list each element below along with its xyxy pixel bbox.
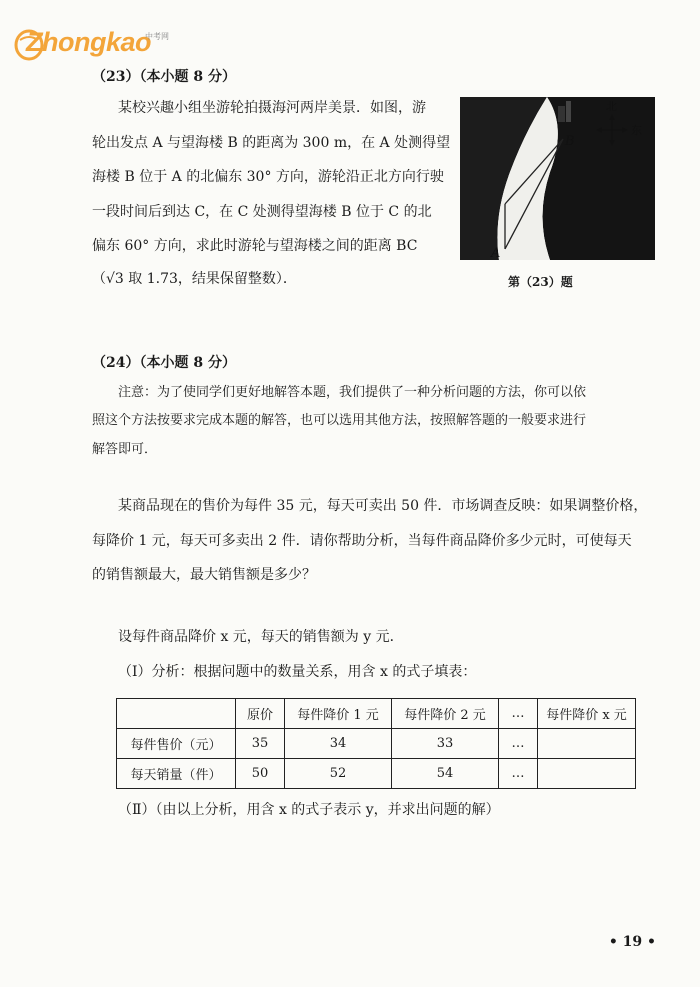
table-cell: 34 xyxy=(285,729,392,759)
svg-text:B: B xyxy=(565,134,575,149)
table-header-cell: 每件降价 x 元 xyxy=(538,699,636,729)
q23-line: 轮出发点 A 与望海楼 B 的距离为 300 m，在 A 处测得望 xyxy=(92,135,451,151)
table-answer-cell[interactable] xyxy=(538,759,636,789)
q23-line: 海楼 B 位于 A 的北偏东 30° 方向，游轮沿正北方向行驶 xyxy=(92,169,444,185)
q23-line: （√3 取 1.73，结果保留整数）． xyxy=(92,271,297,287)
table-row xyxy=(117,759,636,789)
table-cell: 52 xyxy=(285,759,392,789)
q24-part2: （Ⅱ）（由以上分析，用含 x 的式子表示 y，并求出问题的解） xyxy=(118,802,500,818)
site-logo-sub: 中考网 xyxy=(145,32,169,41)
svg-text:东: 东 xyxy=(631,124,642,137)
table-cell: … xyxy=(499,759,538,789)
table-answer-cell[interactable] xyxy=(538,729,636,759)
q24-note-line: 照这个方法按要求完成本题的解答，也可以选用其他方法，按照解答题的一般要求进行 xyxy=(92,413,587,428)
q23-line: 一段时间后到达 C，在 C 处测得望海楼 B 位于 C 的北 xyxy=(92,204,432,220)
q23-line: 某校兴趣小组坐游轮拍摄海河两岸美景．如图，游 xyxy=(118,100,426,116)
q23-figure-caption: 第（23）题 xyxy=(508,275,573,289)
page-number: • 19 • xyxy=(608,934,656,950)
table-cell: 33 xyxy=(392,729,499,759)
q24-setup: 设每件商品降价 x 元，每天的销售额为 y 元． xyxy=(118,629,404,645)
table-header-cell: 原价 xyxy=(236,699,285,729)
svg-text:北: 北 xyxy=(606,100,617,113)
q24-problem-line: 每降价 1 元，每天可多卖出 2 件．请你帮助分析，当每件商品降价多少元时，可使每天 xyxy=(92,533,632,549)
table-header-cell xyxy=(117,699,236,729)
table-cell: 每件售价（元） xyxy=(117,729,236,759)
table-header-cell: 每件降价 1 元 xyxy=(285,699,392,729)
q24-note-line: 注意：为了使同学们更好地解答本题，我们提供了一种分析问题的方法，你可以依 xyxy=(118,385,587,400)
site-logo[interactable]: Zhongkao xyxy=(26,27,151,57)
table-cell: 54 xyxy=(392,759,499,789)
q24-table xyxy=(116,698,636,789)
svg-text:A: A xyxy=(491,246,501,260)
table-header-cell: … xyxy=(499,699,538,729)
table-cell: 35 xyxy=(236,729,285,759)
table-header-cell: 每件降价 2 元 xyxy=(392,699,499,729)
table-cell: … xyxy=(499,729,538,759)
q23-line: 偏东 60° 方向，求此时游轮与望海楼之间的距离 BC xyxy=(92,238,418,254)
q24-problem-line: 某商品现在的售价为每件 35 元，每天可卖出 50 件．市场调查反映：如果调整价格， xyxy=(118,498,648,514)
table-cell: 每天销量（件） xyxy=(117,759,236,789)
q24-title: （24）（本小题 8 分） xyxy=(92,355,236,371)
q23-title: （23）（本小题 8 分） xyxy=(92,69,236,85)
table-row xyxy=(117,729,636,759)
table-cell: 50 xyxy=(236,759,285,789)
q24-note-line: 解答即可． xyxy=(92,442,158,457)
q24-part1: （Ⅰ）分析：根据问题中的数量关系，用含 x 的式子填表： xyxy=(118,664,477,680)
q23-figure xyxy=(455,92,655,260)
q24-problem-line: 的销售额最大，最大销售额是多少？ xyxy=(92,567,316,583)
table-header-row xyxy=(117,699,636,729)
